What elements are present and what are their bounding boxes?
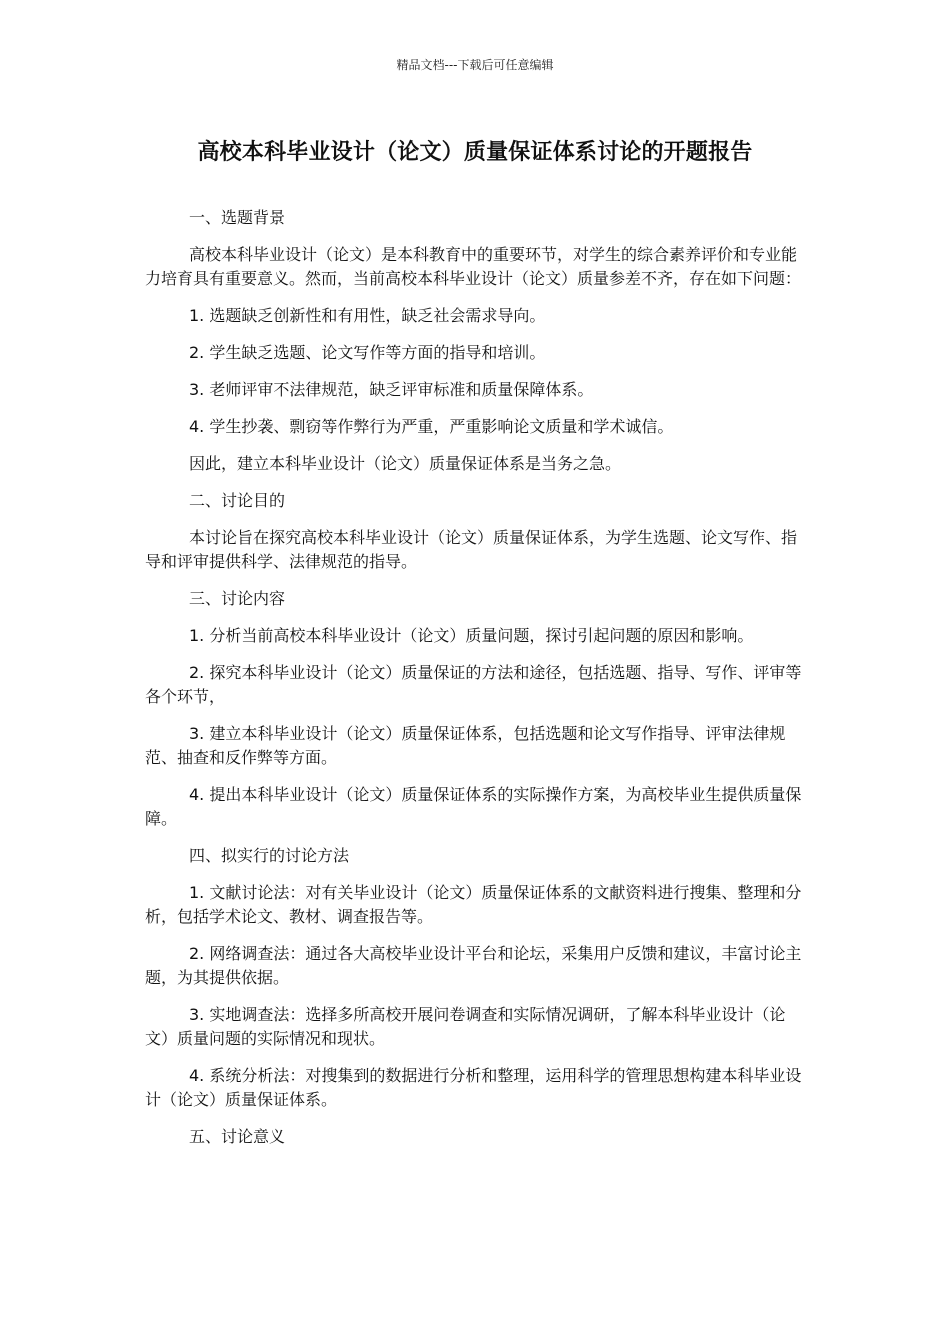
list-item: 1. 文献讨论法：对有关毕业设计（论文）质量保证体系的文献资料进行搜集、整理和分析，包括学术论文、教材、调查报告等。 [145,883,802,926]
list-item: 2. 网络调查法：通过各大高校毕业设计平台和论坛，采集用户反馈和建议，丰富讨论主题，为其提供依据。 [145,944,802,987]
list-item: 1. 分析当前高校本科毕业设计（论文）质量问题，探讨引起问题的原因和影响。 [189,626,754,645]
list-item: 4. 系统分析法：对搜集到的数据进行分析和整理，运用科学的管理思想构建本科毕业设计（论文）质量保证体系。 [145,1066,802,1109]
section-heading-content: 三、讨论内容 [189,589,286,608]
document-body [145,206,807,1162]
paragraph: 因此，建立本科毕业设计（论文）质量保证体系是当务之急。 [189,454,622,473]
section-heading-background: 一、选题背景 [189,208,286,227]
paragraph: 本讨论旨在探究高校本科毕业设计（论文）质量保证体系，为学生选题、论文写作、指导和评审提供科学、法律规范的指导。 [145,528,798,571]
paragraph: 高校本科毕业设计（论文）是本科教育中的重要环节，对学生的综合素养评价和专业能力培育具有重要意义。然而，当前高校本科毕业设计（论文）质量参差不齐，存在如下问题： [145,245,802,288]
list-item: 4. 学生抄袭、剽窃等作弊行为严重，严重影响论文质量和学术诚信。 [189,417,674,436]
section-heading-purpose: 二、讨论目的 [189,491,286,510]
section-heading-significance: 五、讨论意义 [189,1127,286,1146]
document-title: 高校本科毕业设计（论文）质量保证体系讨论的开题报告 [197,140,753,165]
list-item: 2. 学生缺乏选题、论文写作等方面的指导和培训。 [189,343,546,362]
list-item: 2. 探究本科毕业设计（论文）质量保证的方法和途径，包括选题、指导、写作、评审等各个环节， [145,663,802,706]
list-item: 4. 提出本科毕业设计（论文）质量保证体系的实际操作方案，为高校毕业生提供质量保障。 [145,785,802,828]
list-item: 1. 选题缺乏创新性和有用性，缺乏社会需求导向。 [189,306,546,325]
list-item: 3. 建立本科毕业设计（论文）质量保证体系，包括选题和论文写作指导、评审法律规范、抽查和反作弊等方面。 [145,724,786,767]
list-item: 3. 实地调查法：选择多所高校开展问卷调查和实际情况调研，了解本科毕业设计（论文）质量问题的实际情况和现状。 [145,1005,786,1048]
section-heading-methods: 四、拟实行的讨论方法 [189,846,350,865]
list-item: 3. 老师评审不法律规范，缺乏评审标准和质量保障体系。 [189,380,594,399]
running-header: 精品文档---下载后可任意编辑 [396,58,554,72]
